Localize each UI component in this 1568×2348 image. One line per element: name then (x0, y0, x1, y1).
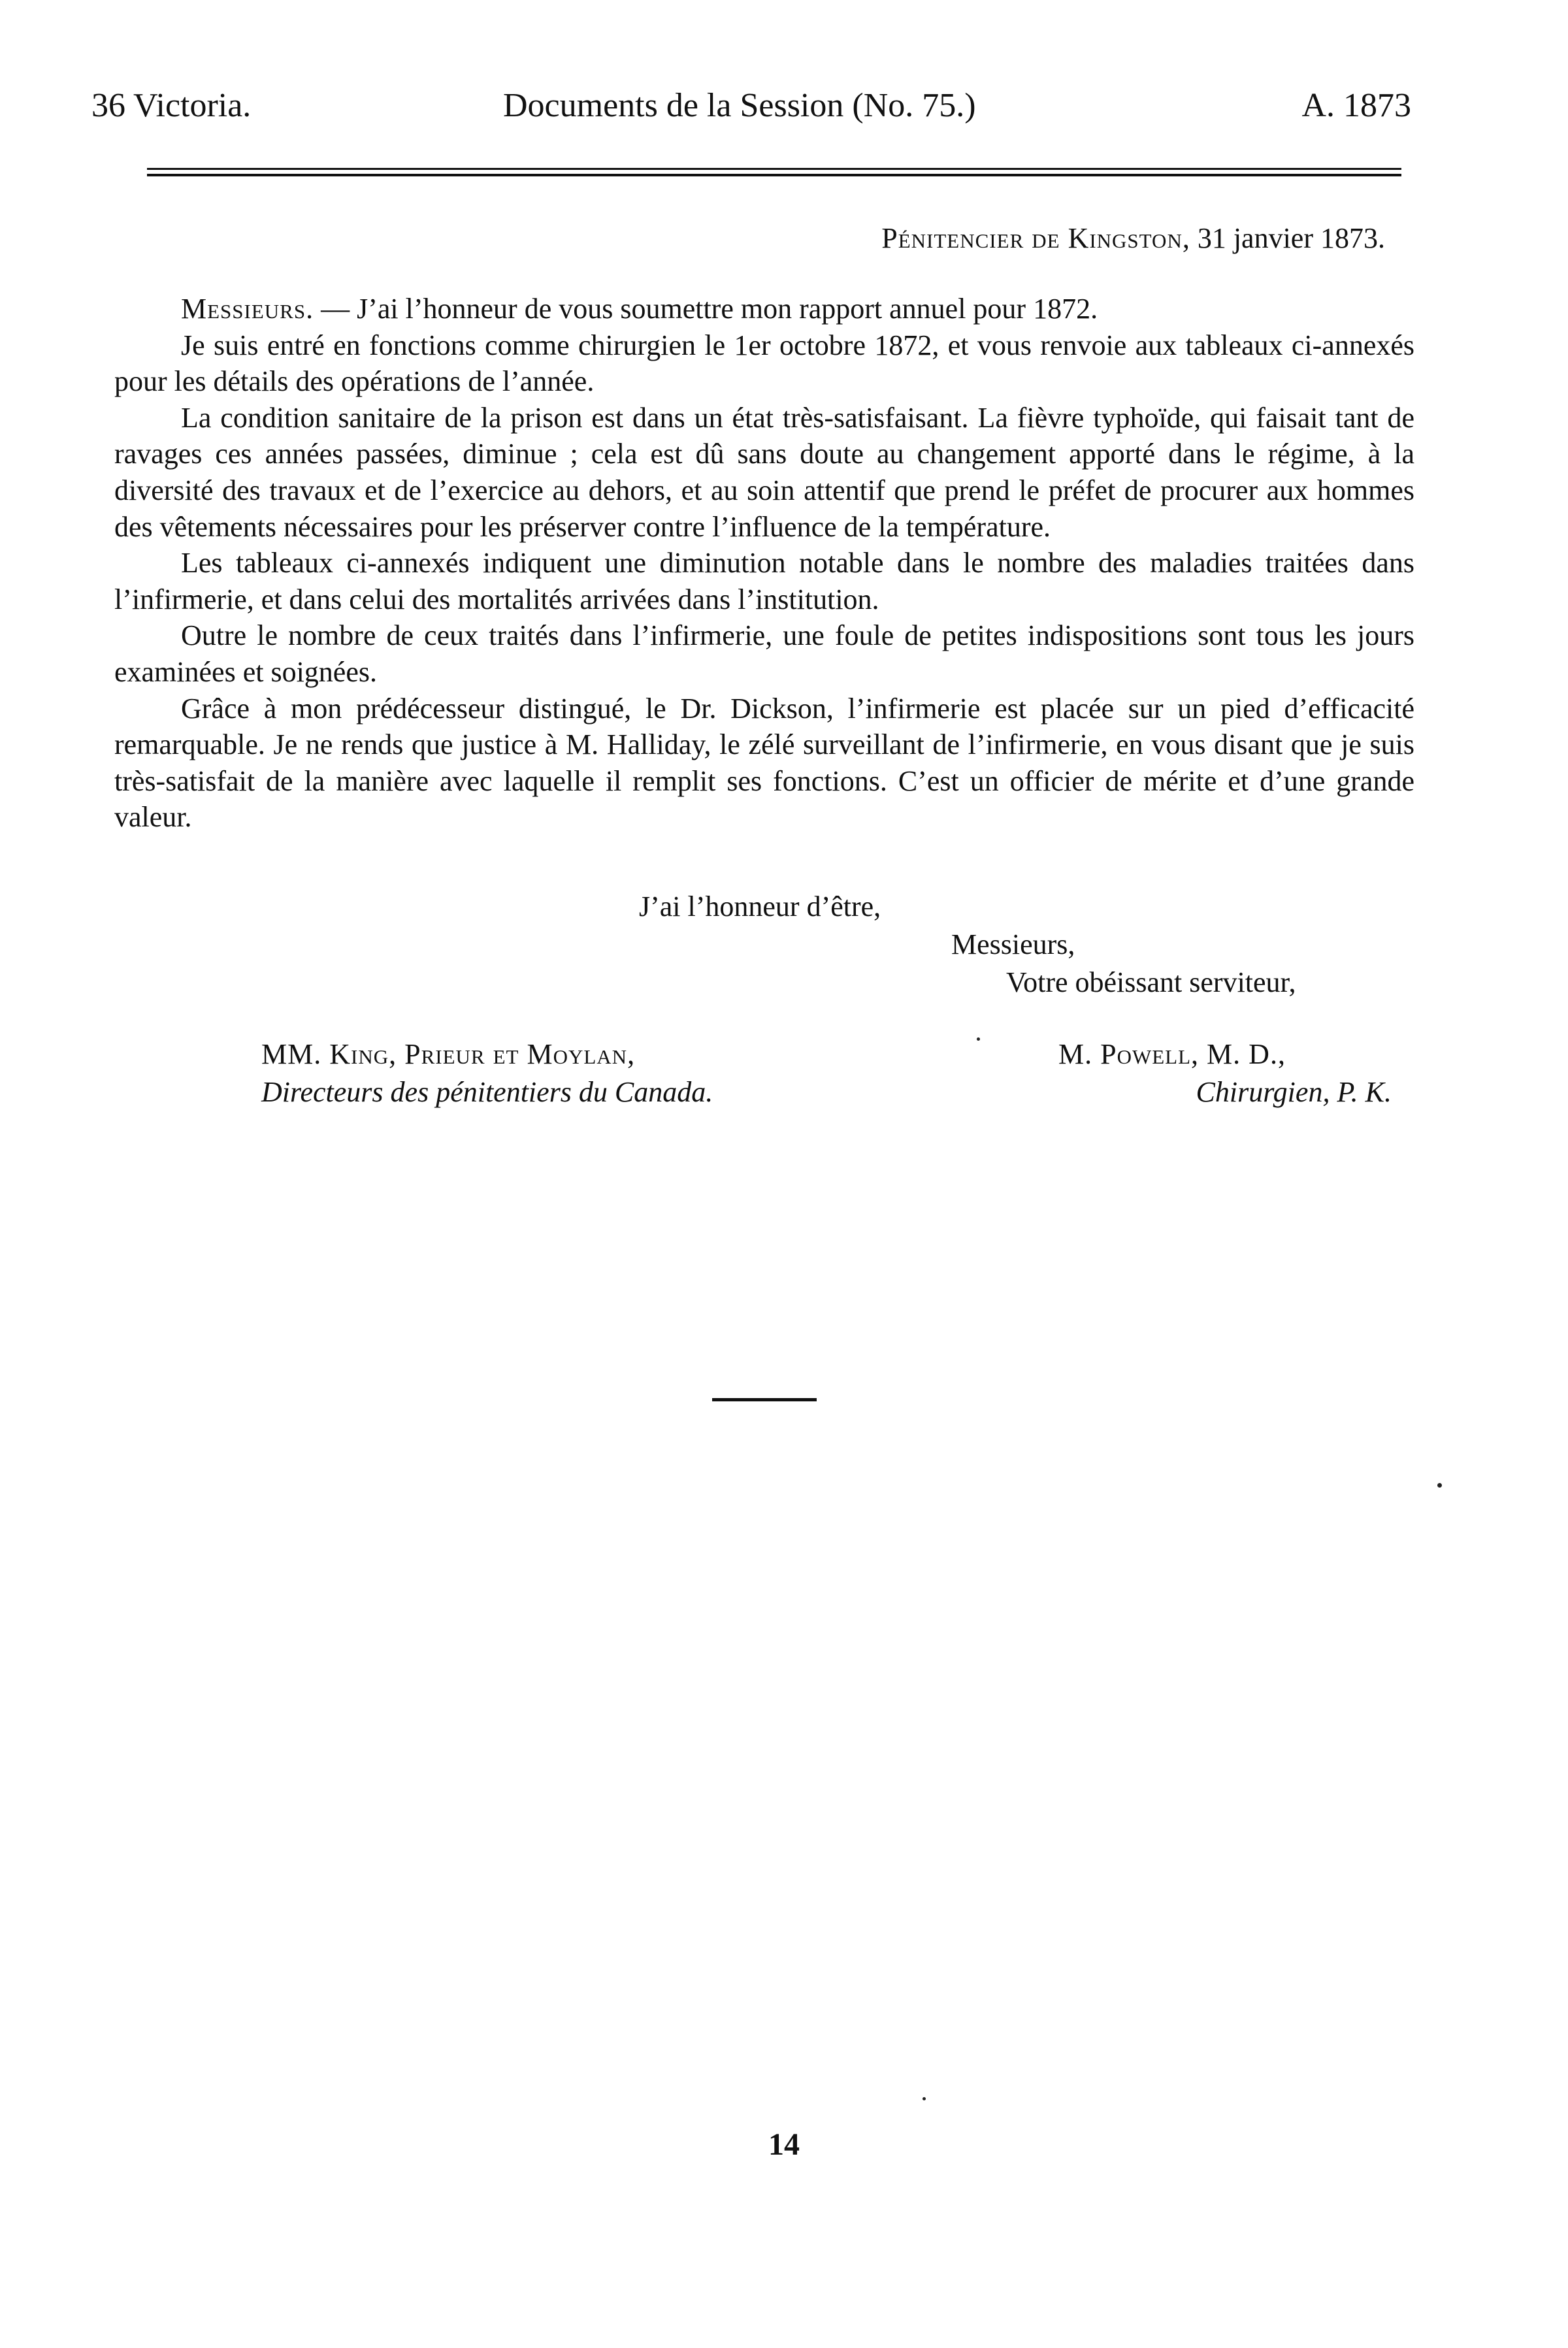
header-rule-thick (147, 174, 1401, 176)
letter-body (114, 291, 1414, 836)
salutation: Messieurs. (181, 293, 314, 325)
dateline-place: Pénitencier de Kingston, (881, 222, 1190, 254)
closing-line-1: J’ai l’honneur d’être, (639, 890, 881, 922)
running-header (91, 80, 1411, 132)
header-rule-thin (147, 168, 1401, 170)
paragraph-1 (114, 291, 1414, 327)
paragraph-3: La condition sanitaire de la prison est dans un état très-satisfaisant. La fièvre typhoïde, qui faisait tant de ravages ces années passées, diminue ; cela est dû sans doute au changement apporté dans le régime, à la diversité des travaux et de l’exercice au dehors, et au soin attentif que prend le préfet de procurer aux hommes des vêtements nécessaires pour les préserver contre l’influence de la température. (114, 401, 1414, 543)
signatory-block (1052, 1035, 1392, 1111)
addressee-title: Directeurs des pénitentiers du Canada. (261, 1076, 713, 1108)
closing-line-2: Messieurs, (951, 928, 1075, 960)
addressee-block (261, 1035, 713, 1111)
paragraph-4: Les tableaux ci-annexés indiquent une diminution notable dans le nombre des maladies traitées dans l’infirmerie, et dans celui des mortalités arrivées dans l’institution. (114, 547, 1414, 615)
section-divider (712, 1398, 817, 1401)
header-right: A. 1873 (1301, 87, 1411, 124)
dateline-date: 31 janvier 1873. (1197, 222, 1385, 254)
print-speck (1437, 1483, 1442, 1488)
signatory-name: M. Powell, M. D., (1058, 1038, 1286, 1070)
paragraph-6: Grâce à mon prédécesseur distingué, le Dr. Dickson, l’infirmerie est placée sur un pied d’efficacité remarquable. Je ne rends que justice à M. Halliday, le zélé surveillant de l’infirmerie, en vous disant que je suis très-satisfait de la manière avec laquelle il remplit ses fonctions. C’est un officier de mérite et d’une grande valeur. (114, 692, 1414, 834)
addressee-name: MM. King, Prieur et Moylan, (261, 1038, 636, 1070)
closing-line-3: Votre obéissant serviteur, (1006, 966, 1296, 998)
paragraph-text: — J’ai l’honneur de vous soumettre mon rapport annuel pour 1872. (314, 293, 1098, 325)
dateline (881, 219, 1385, 258)
print-speck (977, 1037, 980, 1041)
paragraph-5: Outre le nombre de ceux traités dans l’infirmerie, une foule de petites indispositions sont tous les jours examinées et soignées. (114, 619, 1414, 688)
header-center: Documents de la Session (No. 75.) (503, 87, 976, 124)
page-number: 14 (768, 2127, 800, 2162)
paragraph-2: Je suis entré en fonctions comme chirurgien le 1er octobre 1872, et vous renvoie aux tableaux ci-annexés pour les détails des opérations de l’année. (114, 329, 1414, 398)
signatory-title: Chirurgien, P. K. (1196, 1076, 1392, 1108)
print-speck (923, 2097, 926, 2100)
header-left: 36 Victoria. (91, 87, 252, 124)
